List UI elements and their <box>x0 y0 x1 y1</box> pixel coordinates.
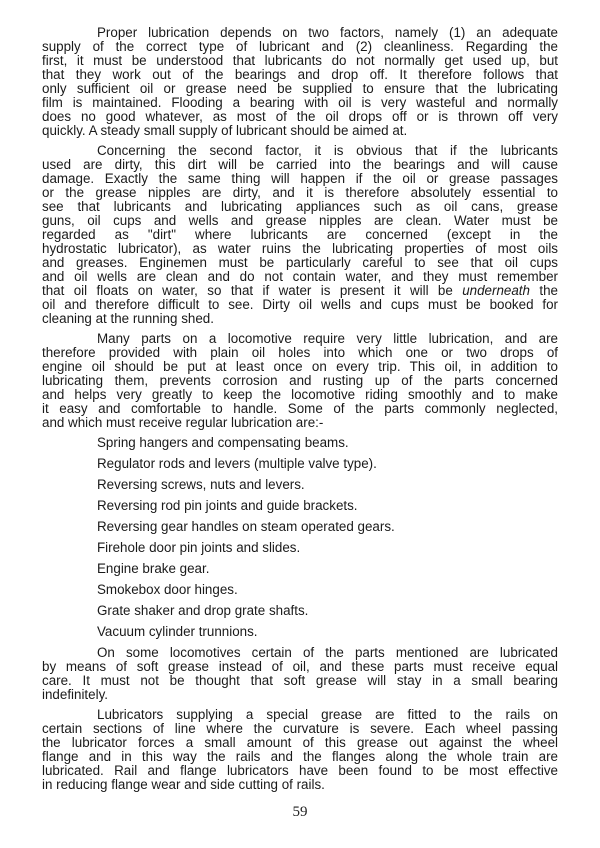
text-line: Concerning the second factor, it is obvious that if the lubricants <box>97 143 558 158</box>
text-line: regarded as "dirt" where lubricants are concerned (except in the <box>42 227 558 242</box>
text-line: therefore provided with plain oil holes into which one or two drops of <box>42 345 558 360</box>
text-line: does no good whatever, as most of the oil drops off or is thrown off very <box>42 109 558 124</box>
text-line: supply of the correct type of lubricant and (2) cleanliness. Regarding the <box>42 39 558 54</box>
text-line: or the grease nipples are dirty, and it is therefore absolutely essential to <box>42 185 558 200</box>
lubrication-parts-list <box>42 436 558 639</box>
text-line: first, it must be understood that lubricants do not normally get used up, but <box>42 53 558 68</box>
text-line: indefinitely. <box>42 687 108 702</box>
paragraph <box>42 144 558 326</box>
text-line: by means of soft grease instead of oil, and these parts must receive equal <box>42 659 558 674</box>
document-body <box>42 26 558 792</box>
list-item: Vacuum cylinder trunnions. <box>97 624 258 639</box>
text-line: in reducing flange wear and side cutting of rails. <box>42 777 325 792</box>
text-line: guns, oil cups and wells and grease nipples are clean. Water must be <box>42 213 558 228</box>
text-segment: that oil floats on water, so that if water is present it will be <box>42 283 463 298</box>
text-line: care. It must not be thought that soft grease will stay in a small bearing <box>42 673 558 688</box>
text-line: the lubricator forces a small amount of this grease out against the wheel <box>42 735 558 750</box>
text-line: film is maintained. Flooding a bearing with oil is very wasteful and normally <box>42 95 558 110</box>
text-line: that they work out of the bearings and drop off. It therefore follows that <box>42 67 558 82</box>
text-line: and greases. Enginemen must be particularly careful to see that oil cups <box>42 255 558 270</box>
text-line: hydrostatic lubricator), as water ruins the lubricating properties of most oils <box>42 241 558 256</box>
list-item: Spring hangers and compensating beams. <box>97 435 349 450</box>
text-line: On some locomotives certain of the parts mentioned are lubricated <box>97 645 558 660</box>
list-item: Firehole door pin joints and slides. <box>97 540 301 555</box>
list-item: Reversing rod pin joints and guide brackets. <box>97 498 358 513</box>
list-item: Reversing gear handles on steam operated gears. <box>97 519 395 534</box>
text-line: certain sections of line where the curvature is severe. Each wheel passing <box>42 721 558 736</box>
text-line: engine oil should be put at least once on every trip. This oil, in addition to <box>42 359 558 374</box>
page-number: 59 <box>292 804 308 820</box>
list-item: Engine brake gear. <box>97 561 210 576</box>
text-segment: the <box>529 283 558 298</box>
text-line: Many parts on a locomotive require very little lubrication, and are <box>97 331 558 346</box>
text-line: Lubricators supplying a special grease are fitted to the rails on <box>97 707 558 722</box>
text-line: lubricated. Rail and flange lubricators have been found to be most effective <box>42 763 558 778</box>
text-line: flange and in this way the rails and the flanges along the whole train are <box>42 749 558 764</box>
list-item: Regulator rods and levers (multiple valve type). <box>97 456 377 471</box>
list-item: Grate shaker and drop grate shafts. <box>97 603 309 618</box>
text-line: and oil wells are clean and do not contain water, and they must remember <box>42 269 558 284</box>
text-line: lubricating them, prevents corrosion and rusting up of the parts concerned <box>42 373 558 388</box>
text-line: it easy and comfortable to handle. Some of the parts commonly neglected, <box>42 401 558 416</box>
paragraph <box>42 646 558 702</box>
text-line: used are dirty, this dirt will be carried into the bearings and will cause <box>42 157 558 172</box>
list-item: Reversing screws, nuts and levers. <box>97 477 305 492</box>
text-line: oil and therefore difficult to see. Dirty oil wells and cups must be booked for <box>42 297 558 312</box>
text-line: and which must receive regular lubrication are:- <box>42 415 324 430</box>
text-line: cleaning at the running shed. <box>42 311 214 326</box>
text-line <box>42 284 558 298</box>
paragraph <box>42 708 558 792</box>
text-line: quickly. A steady small supply of lubricant should be aimed at. <box>42 123 408 138</box>
paragraph <box>42 332 558 430</box>
italic-text: underneath <box>462 283 530 298</box>
text-line: damage. Exactly the same thing will happen if the oil or grease passages <box>42 171 558 186</box>
text-line: Proper lubrication depends on two factors, namely (1) an adequate <box>97 25 558 40</box>
text-line: only sufficient oil or grease need be supplied to ensure that the lubricating <box>42 81 558 96</box>
text-line: see that lubricants and lubricating appliances such as oil cans, grease <box>42 199 558 214</box>
text-line: and helps very greatly to keep the locomotive riding smoothly and to make <box>42 387 558 402</box>
list-item: Smokebox door hinges. <box>97 582 238 597</box>
paragraph <box>42 26 558 138</box>
